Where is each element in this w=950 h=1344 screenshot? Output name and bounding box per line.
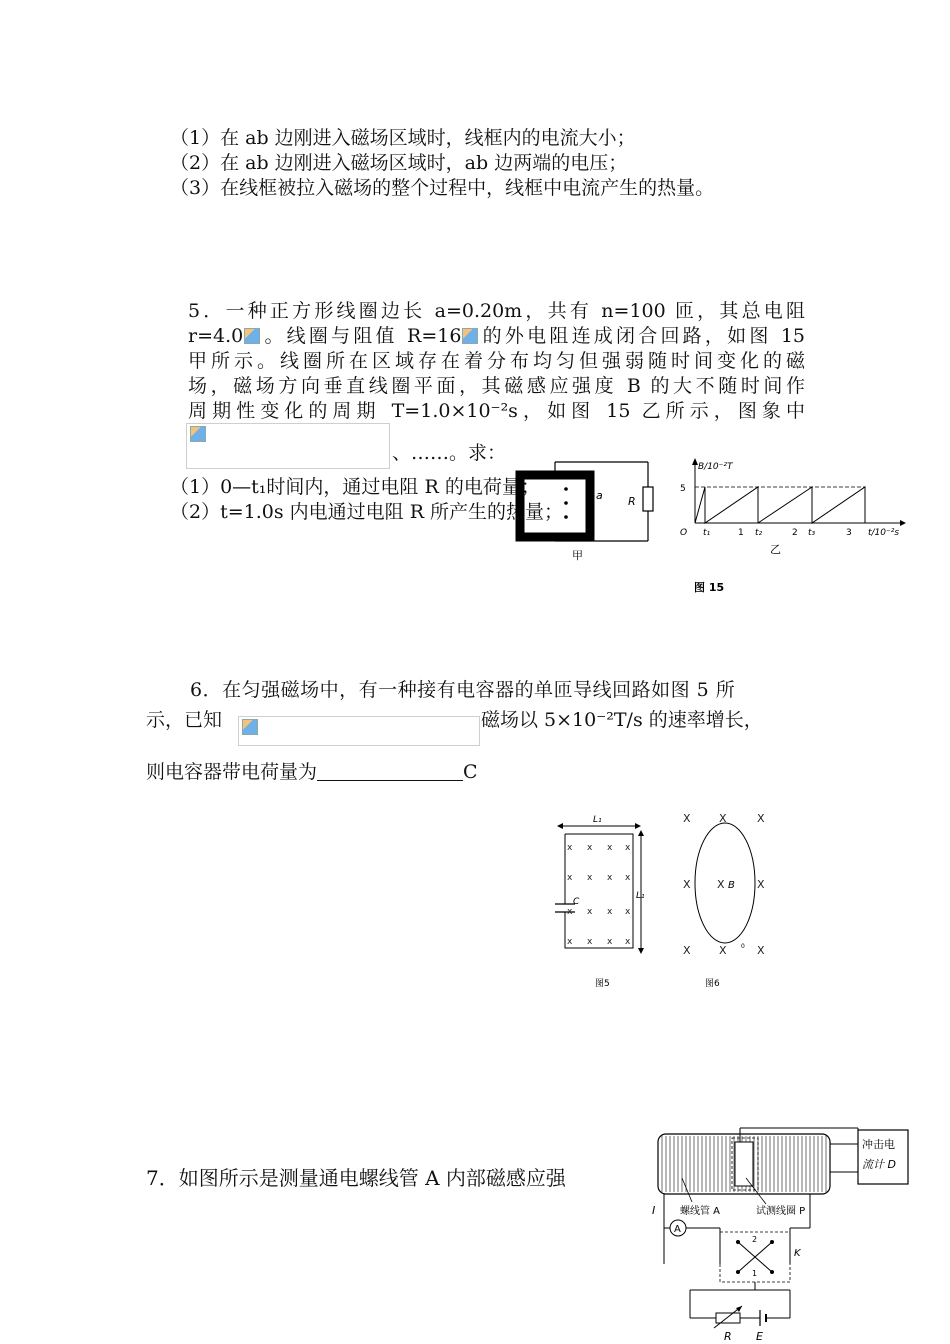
label-E: E (756, 1330, 763, 1343)
svg-text:x: x (587, 937, 593, 947)
label-B: B (728, 880, 735, 891)
label-K: K (794, 1248, 801, 1259)
figures-5-6 (545, 808, 785, 998)
q5-line-3: 甲所示。线圈所在区域存在着分布均匀但强弱随时间变化的磁 (188, 350, 805, 372)
galv-label-2: 流计 D (862, 1158, 896, 1171)
svg-text:X: X (757, 944, 765, 957)
q5-line-5: 周期性变化的周期 T=1.0×10⁻²s，如图 15 乙所示，图象中 (188, 400, 805, 422)
figure-q7 (640, 1124, 920, 1344)
q5-line-2c: 的外电阻连成闭合回路，如图 15 (479, 325, 806, 347)
q6-line-1: 6．在匀强磁场中，有一种接有电容器的单匝导线回路如图 5 所 (190, 679, 736, 701)
label-ammeter: A (674, 1224, 681, 1235)
svg-text:x: x (625, 937, 631, 947)
q5-sub-1: （1）0—t₁时间内，通过电阻 R 的电荷量； (170, 476, 540, 498)
q7-line-1: 7．如图所示是测量通电螺线管 A 内部磁感应强 (146, 1166, 566, 1190)
label-L1-top: L₁ (593, 815, 602, 825)
figure-5-caption: 图5 (595, 979, 610, 989)
svg-text:X: X (757, 878, 765, 891)
field-crosses-fig5 (567, 843, 631, 947)
svg-text:x: x (587, 843, 593, 853)
graph-ylabel: B/10⁻²T (698, 462, 733, 472)
q5-formula-image (186, 423, 390, 469)
q5-line-1: 5．一种正方形线圈边长 a=0.20m，共有 n=100 匝，其总电阻 (188, 300, 805, 322)
svg-text:X: X (719, 812, 727, 825)
q5-line-2 (188, 324, 805, 349)
test-coil-P (735, 1142, 753, 1186)
svg-text:x: x (625, 873, 631, 883)
svg-text:x: x (587, 873, 593, 883)
svg-text:x: x (607, 937, 613, 947)
tick-1: 1 (738, 528, 744, 538)
svg-text:X: X (683, 812, 691, 825)
label-I: I (652, 1204, 656, 1217)
figure-15 (510, 455, 910, 600)
svg-text:x: x (567, 873, 573, 883)
q5-line-6-tail: 、……。求： (392, 442, 507, 464)
q4-item-3: （3）在线框被拉入磁场的整个过程中，线框中电流产生的热量。 (170, 177, 715, 199)
svg-text:x: x (587, 907, 593, 917)
graph-xlabel: t/10⁻²s (868, 528, 900, 538)
q5-sub-2: （2）t=1.0s 内电通过电阻 R 所产生的热量； (170, 501, 564, 523)
label-jia: 甲 (572, 549, 583, 562)
svg-text:X: X (757, 812, 765, 825)
label-2: 2 (752, 1235, 758, 1244)
q5-line-2a: r=4.0 (188, 325, 244, 347)
label-solenoid: 螺线管 A (680, 1206, 721, 1217)
resistor-R (643, 487, 653, 511)
figure-6-caption: 图6 (705, 979, 720, 989)
tick-t3: t₃ (808, 528, 816, 538)
label-R: R (628, 495, 636, 508)
q4-item-1: （1）在 ab 边刚进入磁场区域时，线框内的电流大小； (170, 127, 636, 149)
label-R: R (724, 1330, 732, 1343)
q6-line-3 (146, 760, 478, 784)
svg-text:x: x (607, 907, 613, 917)
svg-text:x: x (567, 937, 573, 947)
tick-t2: t₂ (755, 528, 763, 538)
label-L1-side: L₁ (636, 891, 645, 901)
label-yi: 乙 (770, 543, 781, 556)
svg-text:x: x (625, 843, 631, 853)
galv-label-1: 冲击电 (862, 1138, 895, 1151)
svg-text:X: X (683, 944, 691, 957)
answer-blank (317, 762, 463, 781)
q5-line-4: 场，磁场方向垂直线圈平面，其磁感应强度 B 的大不随时间作 (188, 375, 805, 397)
q4-item-2: （2）在 ab 边刚进入磁场区域时，ab 边两端的电压； (170, 152, 628, 174)
q6-line-3-text: 则电容器带电荷量为 (146, 761, 318, 783)
rheostat-R (716, 1313, 740, 1323)
svg-text:x: x (567, 907, 573, 917)
svg-text:x: x (567, 843, 573, 853)
graph-y5: 5 (680, 484, 686, 494)
tick-3: 3 (846, 528, 852, 538)
svg-text:X: X (683, 878, 691, 891)
label-a: a (596, 489, 603, 502)
q6-line-3-tail: C (463, 761, 478, 783)
label-test-coil: 试测线圈 P (756, 1206, 806, 1217)
tick-t1: t₁ (703, 528, 711, 538)
svg-text:x: x (607, 873, 613, 883)
tick-2: 2 (792, 528, 798, 538)
svg-text:X: X (719, 944, 727, 957)
label-1: 1 (752, 1269, 758, 1278)
svg-text:x: x (607, 843, 613, 853)
coil-square (520, 475, 590, 537)
label-zero: 0 (741, 943, 745, 950)
omega-image-icon (244, 328, 260, 344)
svg-text:X: X (717, 878, 725, 891)
q6-line-2a: 示，已知 (146, 709, 223, 731)
tick-O: O (680, 528, 688, 538)
q5-line-2b: 。线圈与阻值 R=16 (261, 325, 462, 347)
q6-line-2b: 磁场以 5×10⁻²T/s 的速率增长， (481, 709, 763, 731)
svg-text:x: x (625, 907, 631, 917)
figure-15-caption: 图 15 (694, 581, 725, 594)
label-C: C (573, 897, 580, 907)
q6-formula-image (238, 716, 480, 746)
broken-image-icon (242, 719, 258, 735)
omega-image-icon (462, 328, 478, 344)
broken-image-icon (190, 426, 206, 442)
loop-fig6 (695, 823, 755, 943)
